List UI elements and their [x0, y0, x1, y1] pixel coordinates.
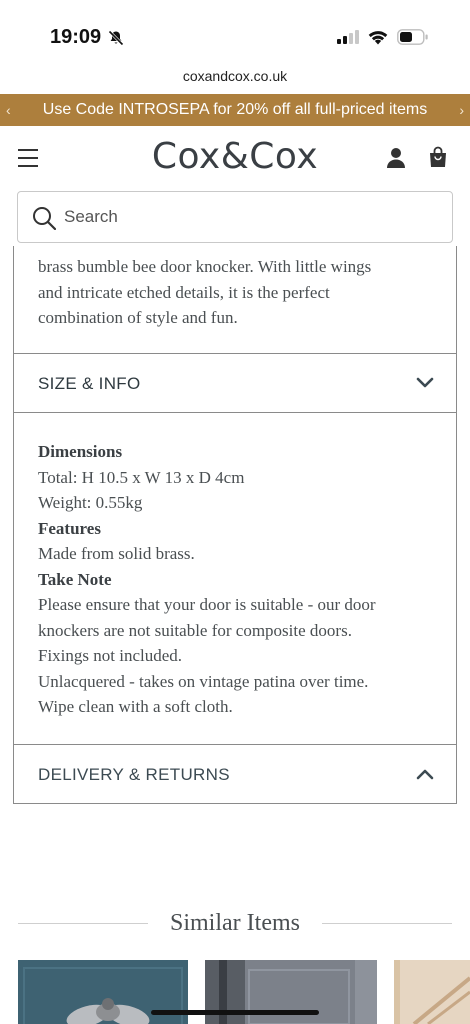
site-logo[interactable]: Cox&Cox	[151, 136, 319, 177]
promo-text[interactable]: Use Code INTROSEPA for 20% off all full-priced items	[42, 101, 428, 118]
product-description	[13, 246, 457, 354]
chevron-up-icon	[416, 767, 434, 781]
home-indicator[interactable]	[151, 1010, 319, 1015]
promo-banner[interactable]	[0, 94, 470, 126]
cellular-signal-icon	[337, 30, 359, 44]
features-heading: Features	[38, 518, 101, 538]
bell-slash-icon	[108, 30, 124, 46]
delivery-returns-accordion[interactable]	[13, 744, 457, 804]
take-note-line: Unlacquered - takes on vintage patina over time.	[38, 671, 369, 691]
similar-items-section	[0, 906, 470, 940]
dimensions-total: Total: H 10.5 x W 13 x D 4cm	[38, 467, 245, 487]
chevron-down-icon	[416, 376, 434, 390]
features-text: Made from solid brass.	[38, 544, 195, 563]
battery-icon	[397, 29, 429, 45]
take-note-line: Wipe clean with a soft cloth.	[38, 697, 233, 716]
size-info-label: SIZE & INFO	[38, 374, 141, 393]
description-line: brass bumble bee door knocker. With little wings	[38, 257, 372, 276]
promo-next-arrow[interactable]: ›	[459, 102, 464, 118]
promo-prev-arrow[interactable]: ‹	[6, 102, 11, 118]
take-note-line: Please ensure that your door is suitable - our door	[38, 595, 376, 614]
size-info-accordion[interactable]	[13, 353, 457, 413]
staircase-image	[394, 960, 470, 1024]
status-bar	[0, 0, 470, 58]
wifi-icon	[367, 28, 389, 45]
search-icon	[32, 206, 56, 230]
status-time: 19:09	[50, 26, 102, 48]
delivery-returns-label: DELIVERY & RETURNS	[38, 765, 230, 784]
take-note-heading: Take Note	[38, 569, 112, 589]
description-line: and intricate etched details, it is the perfect	[38, 282, 330, 302]
dimensions-heading: Dimensions	[38, 442, 123, 461]
dimensions-weight: Weight: 0.55kg	[38, 493, 143, 512]
search-bar[interactable]	[17, 191, 453, 243]
similar-items-title: Similar Items	[170, 910, 300, 936]
site-header	[0, 132, 470, 186]
size-info-content	[13, 412, 457, 745]
similar-product-image[interactable]	[394, 960, 470, 1024]
account-icon[interactable]	[386, 147, 406, 169]
browser-url[interactable]: coxandcox.co.uk	[182, 68, 288, 84]
divider	[322, 923, 452, 924]
description-line: combination of style and fun.	[38, 308, 238, 327]
search-input[interactable]	[64, 192, 434, 242]
take-note-line: Fixings not included.	[38, 646, 183, 665]
shopping-bag-icon[interactable]	[428, 146, 448, 168]
take-note-line: knockers are not suitable for composite doors.	[38, 620, 352, 640]
